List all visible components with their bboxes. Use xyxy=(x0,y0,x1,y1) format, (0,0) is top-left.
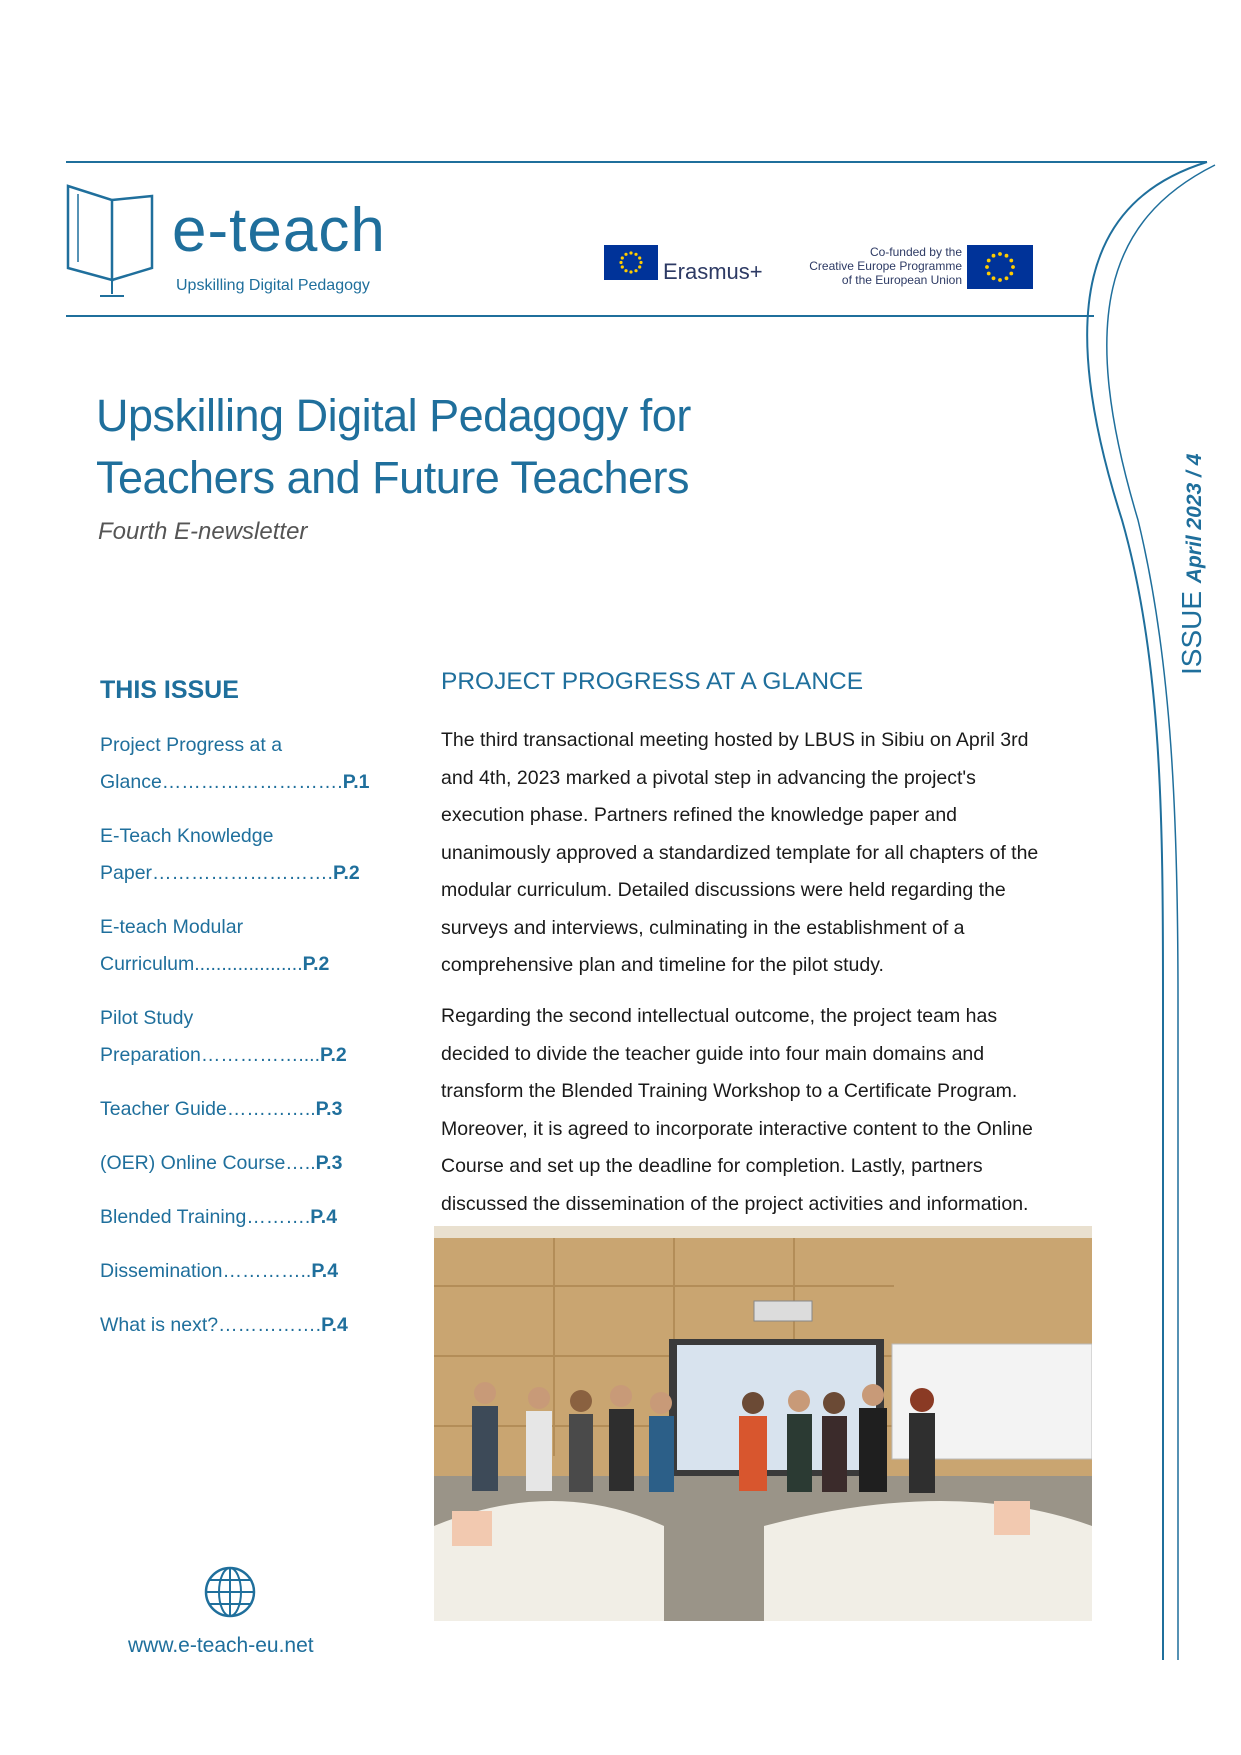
toc-item-knowledge-paper-page[interactable]: Paper……………………….P.2 xyxy=(100,862,360,884)
toc-item-dissemination[interactable]: Dissemination…………..P.4 xyxy=(100,1260,339,1282)
erasmus-label: Erasmus+ xyxy=(663,259,763,284)
e-teach-logo-icon xyxy=(66,176,158,300)
toc-item-pilot-study[interactable]: Pilot Study xyxy=(100,1007,194,1029)
article-paragraph-2: Regarding the second intellectual outcome, the project team has decided to divide the teacher guide into four main domains and transform the Blended Training Workshop to a Certificate Program. Moreover, it is agreed to incorporate interactive content to the Online Course and set up the deadline for completion. Lastly, partners discussed the dissemination of the project activities and information. xyxy=(441,1005,1033,1215)
eu-flag-icon xyxy=(604,245,658,280)
toc-item-teacher-guide[interactable]: Teacher Guide…………..P.3 xyxy=(100,1098,343,1120)
page-title: Upskilling Digital Pedagogy for Teachers and Future Teachers xyxy=(96,390,691,503)
issue-word: ISSUE xyxy=(1176,590,1207,675)
toc-item-blended-training[interactable]: Blended Training……….P.4 xyxy=(100,1206,338,1228)
sidebar-heading: THIS ISSUE xyxy=(100,676,239,704)
logo-name: e-teach xyxy=(172,196,386,265)
toc-item-project-progress-page[interactable]: Glance……………………….P.1 xyxy=(100,771,370,793)
toc-item-modular-curriculum-page[interactable]: Curriculum....................P.2 xyxy=(100,953,330,975)
logo-tagline: Upskilling Digital Pedagogy xyxy=(176,277,370,294)
issue-date: April 2023 / 4 xyxy=(1183,453,1206,584)
globe-icon xyxy=(203,1565,257,1619)
cofunded-statement: Co-funded by the Creative Europe Programme of the European Union xyxy=(809,245,962,287)
issue-label xyxy=(1176,454,1208,675)
page-subtitle: Fourth E-newsletter xyxy=(98,518,308,545)
website-link[interactable]: www.e-teach-eu.net xyxy=(128,1634,314,1657)
toc-item-modular-curriculum[interactable]: E-teach Modular xyxy=(100,916,244,938)
section-heading: PROJECT PROGRESS AT A GLANCE xyxy=(441,668,864,695)
eu-flag-icon xyxy=(967,245,1033,289)
article-paragraph-1: The third transactional meeting hosted by LBUS in Sibiu on April 3rd and 4th, 2023 marked a pivotal step in advancing the project's execution phase. Partners refined the knowledge paper and unanimously approved a standardized template for all chapters of the modular curriculum. Detailed discussions were held regarding the surveys and interviews, culminating in the establishment of a comprehensive plan and timeline for the pilot study. xyxy=(441,729,1039,976)
toc-item-project-progress[interactable]: Project Progress at a xyxy=(100,734,283,756)
toc-item-online-course[interactable]: (OER) Online Course…..P.3 xyxy=(100,1152,343,1174)
toc-item-pilot-study-page[interactable]: Preparation……………....P.2 xyxy=(100,1044,347,1066)
toc-item-what-is-next[interactable]: What is next?…………….P.4 xyxy=(100,1314,348,1336)
toc-item-knowledge-paper[interactable]: E-Teach Knowledge xyxy=(100,825,274,847)
meeting-photo xyxy=(434,1226,1092,1621)
